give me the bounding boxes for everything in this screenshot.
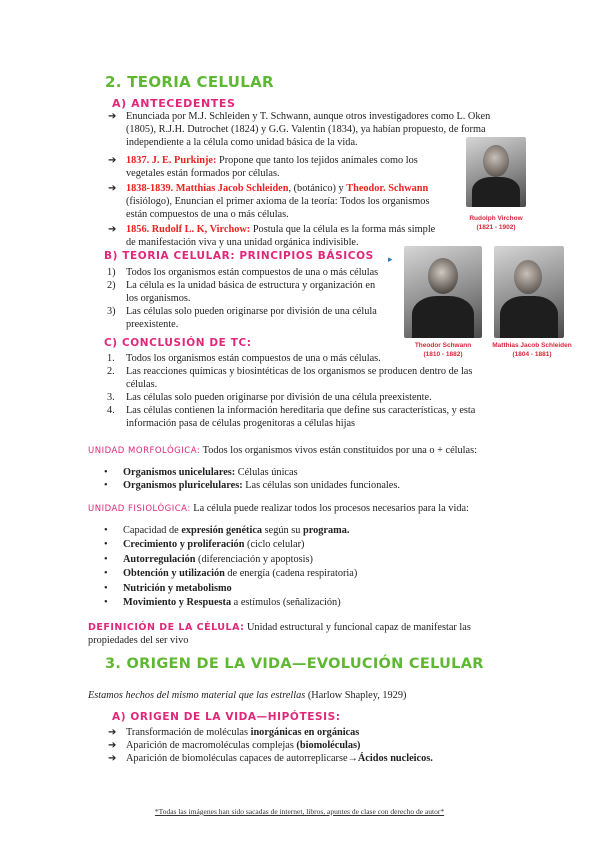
antecedente-3 [126, 182, 456, 221]
term: Organismos pluricelulares: [123, 480, 243, 491]
list-item [104, 538, 504, 552]
term: Obtención y utilización [123, 568, 225, 580]
desc: a estímulos (señalización) [231, 597, 341, 609]
desc: Capacidad de [123, 525, 182, 536]
fisiologica-label: UNIDAD FISIOLÓGICA: [88, 504, 191, 514]
item-text: preexistente. [126, 319, 179, 330]
item-text: Las células solo pueden originarse por división de una célula [126, 306, 377, 317]
caption-name: Theodor Schwann [414, 342, 472, 349]
item-text: Todos los organismos están compuestos de una o más células [126, 267, 379, 278]
hipotesis-list [108, 726, 508, 765]
morfologica-label: UNIDAD MORFOLÓGICA: [88, 446, 201, 456]
list-item [104, 567, 504, 581]
unidad-morfologica [88, 444, 558, 458]
list-item [108, 726, 508, 739]
list-item [104, 596, 504, 610]
item-number: 2) [107, 280, 116, 291]
conclusion-list [107, 352, 507, 430]
list-item [104, 524, 504, 538]
section-3-title: 3. ORIGEN DE LA VIDA—EVOLUCIÓN CELULAR [105, 656, 484, 672]
virchow-portrait [466, 137, 526, 207]
caption-years: (1810 - 1882) [423, 351, 463, 358]
list-item [107, 365, 507, 378]
term: (biomoléculas) [296, 740, 361, 751]
item-text: Las reacciones químicas y biosintéticas de los organismos se producen dentro de las [126, 366, 473, 377]
list-item [108, 752, 508, 765]
principios-heading: B) TEORIA CELULAR: PRINCIPIOS BÁSICOS [104, 250, 374, 262]
bullet-icon: • [104, 597, 108, 609]
line: Propone que tanto los tejidos animales como los [216, 155, 418, 166]
bullet-icon: • [104, 480, 108, 491]
fisiologica-list [104, 524, 504, 610]
principios-list [107, 266, 397, 331]
arrow-icon: ➔ [108, 740, 117, 751]
caption-years: (1804 - 1881) [512, 351, 552, 358]
arrow-icon: ➔ [108, 753, 117, 764]
line: (1805), R.J.H. Dutrochet (1824) y G.G. Valentin (1834), ya habían propuesto, de forma [126, 124, 486, 135]
arrow-icon: ➔ [108, 111, 117, 122]
list-item [107, 279, 397, 292]
item-number: 4. [107, 405, 115, 416]
desc: Las células son unidades funcionales. [242, 480, 400, 491]
desc: (diferenciación y apoptosis) [195, 553, 313, 565]
bullet-icon: • [104, 553, 108, 565]
item-number: 3) [107, 306, 116, 317]
desc: de energía (cadena respiratoria) [224, 568, 358, 580]
item-text: información pasa de células progenitoras a células hijas [126, 418, 356, 429]
term: Organismos unicelulares: [123, 467, 236, 478]
line: (fisiólogo), Enuncian el primer axioma de la teoría: Todos los organismos [126, 196, 430, 207]
desc: según su [262, 525, 303, 536]
term: expresión genética [181, 525, 263, 536]
origen-heading: A) ORIGEN DE LA VIDA—HIPÓTESIS: [112, 711, 341, 723]
arrow-icon: ➔ [108, 224, 117, 235]
list-item [104, 553, 504, 567]
schleiden-portrait [494, 246, 564, 338]
antecedentes-heading: A) ANTECEDENTES [112, 97, 236, 110]
arrow-icon: ➔ [108, 727, 117, 738]
item-number: 1) [107, 267, 116, 278]
virchow-caption [453, 214, 539, 232]
desc: Aparición de macromoléculas complejas [126, 740, 297, 751]
list-item [104, 582, 504, 596]
term: inorgánicas en orgánicas [250, 727, 360, 738]
conclusion-heading: C) CONCLUSIÓN DE TC: [104, 337, 252, 349]
unidad-fisiologica [88, 502, 558, 516]
item-text: Todos los organismos están compuestos de una o más células. [126, 353, 381, 364]
desc: Células únicas [235, 467, 298, 478]
quote [88, 689, 558, 702]
arrow-icon: ➔ [108, 155, 117, 166]
item-text: los organismos. [126, 293, 191, 304]
definicion-text: propiedades del ser vivo [88, 635, 189, 646]
list-item [107, 266, 397, 279]
arrow-right-icon: ▸ [388, 254, 393, 264]
term: Movimiento y Respuesta [123, 597, 232, 609]
line: Postula que la célula es la forma más simple [250, 224, 436, 235]
list-item [104, 479, 504, 492]
antecedente-2 [126, 154, 446, 180]
definicion-text: Unidad estructural y funcional capaz de manifestar las [244, 622, 471, 633]
desc: (ciclo celular) [244, 539, 305, 551]
list-item [107, 305, 397, 318]
purkinje-name: 1837. J. E. Purkinje: [126, 155, 217, 166]
schwann-portrait [404, 246, 482, 338]
item-text: células. [126, 379, 158, 390]
item-number: 2. [107, 366, 115, 377]
item-text: Las células solo pueden originarse por división de una célula preexistente. [126, 392, 432, 403]
caption-years: (1821 - 1902) [476, 224, 516, 231]
line: independiente a la célula como unidad básica de la vida. [126, 137, 358, 148]
line: , (botánico) y [288, 183, 347, 194]
section-2-title: 2. TEORIA CELULAR [105, 73, 274, 91]
line: están compuestos de una o más células. [126, 209, 289, 220]
schwann-name: Theodor. Schwann [346, 183, 429, 194]
caption-name: Matthias Jacob Schleiden [492, 342, 572, 349]
fisiologica-text: La célula puede realizar todos los procesos necesarios para la vida: [190, 503, 469, 514]
list-item [107, 404, 507, 417]
item-number: 1. [107, 353, 115, 364]
line: de manifestación viva y una unidad orgánica indivisible. [126, 237, 359, 248]
line: Enunciada por M.J. Schleiden y T. Schwann, aunque otros investigadores como L. Oken [126, 111, 491, 122]
footer-note: *Todas las imágenes han sido sacadas de internet, libros, apuntes de clase con derecho de autor* [154, 807, 445, 816]
morfologica-list [104, 466, 504, 492]
bullet-icon: • [104, 539, 108, 551]
term: Nutrición y metabolismo [123, 582, 232, 594]
line: vegetales están formados por células. [126, 168, 280, 179]
bullet-icon: • [104, 582, 108, 594]
term: Crecimiento y proliferación [123, 539, 245, 551]
desc: Aparición de biomoléculas capaces de autorreplicarse [126, 753, 348, 764]
morfologica-text: Todos los organismos vivos están constituidos por una o + células: [200, 445, 477, 456]
item-text: La célula es la unidad básica de estructura y organización en [126, 280, 376, 291]
list-item [104, 466, 504, 479]
definicion-celula [88, 621, 558, 647]
bullet-icon: • [104, 568, 108, 580]
list-item [107, 391, 507, 404]
bullet-icon: • [104, 525, 108, 536]
term: →Ácidos nucleicos. [347, 753, 433, 764]
bullet-icon: • [104, 467, 108, 478]
list-item [108, 739, 508, 752]
quote-author: (Harlow Shapley, 1929) [305, 690, 407, 701]
list-item [107, 352, 507, 365]
term: programa. [302, 525, 350, 536]
quote-text: Estamos hechos del mismo material que las estrellas [88, 690, 306, 701]
schleiden-name: 1838-1839. Matthias Jacob Schleiden [126, 183, 289, 194]
item-number: 3. [107, 392, 115, 403]
caption-name: Rudolph Virchow [469, 215, 523, 222]
term: Autorregulación [123, 553, 196, 565]
desc: Transformación de moléculas [126, 727, 251, 738]
arrow-icon: ➔ [108, 183, 117, 194]
definicion-label: DEFINICIÓN DE LA CÉLULA: [88, 622, 245, 633]
item-text: Las células contienen la información hereditaria que define sus características, y esta [126, 405, 476, 416]
virchow-name: 1856. Rudolf L. K, Virchow: [126, 224, 251, 235]
